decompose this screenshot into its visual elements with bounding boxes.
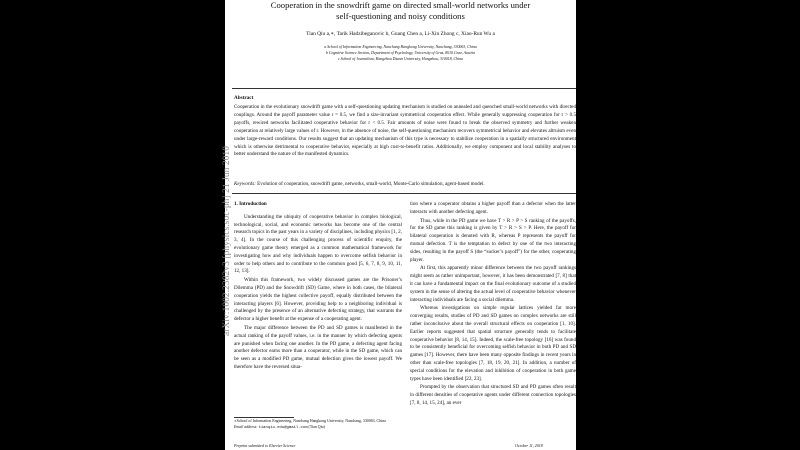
email-link[interactable]: tianqiu.edu@gmail.com bbox=[258, 425, 308, 430]
email-label: Email address: bbox=[234, 424, 258, 429]
footnote-divider bbox=[234, 417, 294, 418]
keywords-text: Evolution of cooperation, snowdrift game, networks, small-world, Monte-Carlo simulation, agent-based model. bbox=[257, 181, 485, 187]
arxiv-sidebar bbox=[222, 102, 240, 337]
paragraph: Prompted by the observation that structured SD and PD games often result in different densities of cooperative agents under different connection topologies [7, 8, 14, 15, 24], an ever bbox=[410, 384, 576, 406]
paper-title bbox=[225, 0, 576, 22]
right-column bbox=[410, 201, 576, 409]
keywords bbox=[234, 181, 576, 187]
affiliation-c: c School of Journalism, Hangzhou Dianzi University, Hangzhou, 310018, China bbox=[337, 57, 464, 61]
keywords-label: Keywords: bbox=[234, 181, 256, 187]
arxiv-identifier[interactable]: arXiv:1002.2382v3 [physics.soc-ph] 21 Jun 2010 bbox=[222, 146, 232, 336]
abstract-body: Cooperation in the evolutionary snowdrift game with a self-questioning updating mechanism is studied on annealed and quenched small-world networks with directed couplings. Around the payoff parameter value r = 0.5, we find a size-invariant symmetrical cooperation effect. While generally suppressing cooperation for r > 0.5 payoffs, rewired networks facilitated cooperative behavior for r < 0.5. Fair amounts of noise were found to break the observed symmetry and further weaken cooperation at relatively large values of r. However, in the absence of noise, the self-questioning mechanism recovers symmetrical behavior and elevates altruism even under large-reward conditions. Our results suggest that an updating mechanism of this type is necessary to stabilize cooperation in a spatially structured environment which is otherwise detrimental to cooperative behavior, especially at high cost-to-benefit ratios. Additionally, we employ component and local stability analyses to better understand the nature of the manifested dynamics. bbox=[234, 104, 576, 158]
paragraph: At first, this apparently minor difference between the two payoff rankings might seem as rather unimportant, however, it has been demonstrated [7, 8] that it can have a fundamental impact on the final evolutionary outcome of a studied system in the sense of altering the actual level of cooperative behavior whenever interacting individuals are facing a social dilemma. bbox=[410, 265, 576, 303]
footer-preprint: Preprint submitted to Elsevier Science bbox=[234, 443, 296, 448]
footnote-affiliation: ∗School of Information Engineering, Nanchang Hangkong University, Nanchang, 330063, China bbox=[234, 419, 386, 423]
paragraph: Thus, while in the PD game we have T > R > P > S ranking of the payoffs, for the SD game this ranking is given by T > R > S > P. Here, the payoff for bilateral cooperation is denoted with R, whereas P represents the payoff for mutual defection. T is the temptation to defect by one of the two interacting sides, resulting in the payoff S (the “sucker’s payoff”) for the other, cooperating player. bbox=[410, 217, 576, 263]
paragraph: Within this framework, two widely discussed games are the Prisoner’s Dilemma (PD) and the Snowdrift (SD) Game, where in both cases, the bilateral cooperation yields the highest collective payoff, equally distributed between the interacting players [6]. However, providing help to a neighboring individual is challenged by the presence of an alternative defecting strategy, that warrants the defector a higher benefit at the expense of a cooperating agent. bbox=[234, 277, 402, 323]
divider-bottom bbox=[232, 193, 576, 194]
affiliation-a: a School of Information Engineering, Nanchang Hangkong University, Nanchang, 330063, China bbox=[324, 45, 477, 49]
paragraph: Understanding the ubiquity of cooperative behavior in complex biological, technological, social, and economic networks has become one of the central research topics in the past years in a variety of disciplines, including physics [1, 2, 3, 4]. In the course of this challenging process of scientific enquiry, the evolutionary game theory emerged as a common mathematical framework for investigating how and why individuals happen to overcome selfish behavior in order to help others and to contribute to the common good [5, 6, 7, 8, 9, 10, 11, 12, 13]. bbox=[234, 213, 402, 275]
section-heading: 1. Introduction bbox=[234, 201, 267, 207]
abstract-heading: Abstract bbox=[234, 95, 254, 101]
footnote-email bbox=[234, 425, 402, 432]
paper-title-line-1: Cooperation in the snowdrift game on directed small-world networks under bbox=[270, 0, 531, 10]
paper-page bbox=[225, 0, 576, 450]
footnote bbox=[234, 419, 402, 431]
affiliation-b: b Cognitive Science Section, Department of Psychology, University of Graz, 8010 Graz, Austria bbox=[325, 51, 476, 55]
footer-date: October 11, 2018 bbox=[515, 443, 543, 448]
paper-title-line-2: self-questioning and noisy conditions bbox=[336, 11, 465, 21]
paragraph: The major difference between the PD and SD games is manifested in the actual ranking of the payoff values, i.e. in the manner by which defecting agents are punished when facing one another. In the PD game, a defecting agent facing another defector earns more than a cooperator, while in the SD game, which can be seen as a modified PD game, mutual defection gives the lowest payoff. We therefore have the reversed situa- bbox=[234, 324, 402, 370]
paragraph: Whereas investigations on simple regular lattices yielded far more converging results, studies of PD and SD games on complex networks are still rather inconclusive about the overall structural effects on cooperation [1, 10]. Earlier reports suggested that spatial structure generally tends to facilitate cooperative behavior [8, 14, 15]. Indeed, the scale-free topology [16] was found to be consistently beneficial for overcoming selfish behavior in both PD and SD games [17]. However, there have been many opposite findings in recent years in other than scale-free topologies [7, 18, 19, 20, 21]. In addition, a number of special conditions for the elevation and inhibition of cooperation in both game types have been identified [22, 23]. bbox=[410, 305, 576, 382]
left-column bbox=[234, 201, 402, 373]
author-list: Tian Qiu a,∗, Tarik Hadzibeganovic b, Guang Chen a, Li-Xin Zhong c, Xiao-Run Wu a bbox=[306, 31, 495, 37]
paragraph: tion where a cooperator obtains a higher payoff than a defector when the latter interacts with another defecting agent. bbox=[410, 201, 576, 215]
divider-top bbox=[232, 88, 576, 89]
email-owner: (Tian Qiu) bbox=[308, 424, 325, 429]
